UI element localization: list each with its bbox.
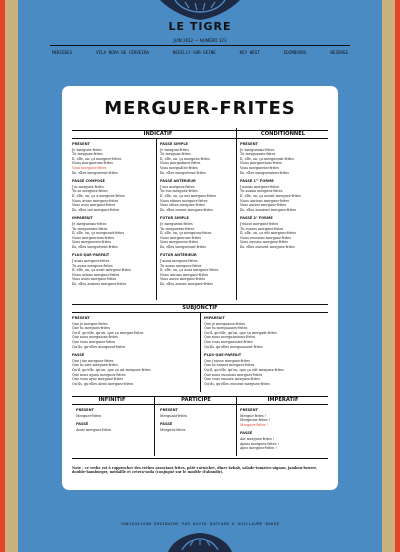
conjugation-line: Tu avais merguez-frites (72, 263, 113, 268)
conjugation-line: Je merguerai-frites (160, 221, 193, 226)
conjugation-line: Tu merguerais-frites (72, 226, 108, 231)
tense-label: PASSÉ (72, 353, 85, 358)
conjugation-line: Ils, elles eussent merguez-frites (240, 244, 295, 249)
conjugation-line: Vous mergueriez-frites (240, 165, 280, 170)
city-nav (50, 50, 350, 55)
conjugation-line: Tu merguez-frites (72, 152, 103, 157)
conjugation-line: Nous merguerions-frites (72, 235, 115, 240)
conjugation-line: Qu'il, qu'elle, qu'on, que ça merguât-frites (204, 330, 277, 335)
heading-conditionnel: CONDITIONNEL (260, 131, 306, 137)
conjugation-line: Que tu aies merguez-frites (72, 363, 118, 368)
conjugation-line: Ils, elles mergueront-frites (160, 244, 206, 249)
nav-item[interactable]: EDIMBOURG (283, 50, 307, 55)
verb-title: MERGUER-FRITES (104, 98, 296, 119)
usage-note: Note : ce verbe est à rapprocher des verbes associant frites, pâté-cornichet, dîner kebab, salade-tomates-oignon, jambon-beurre, double-hamburger, médaille et cetera-soda (conjugué sur le modèle d'abondir). (72, 466, 318, 475)
conjugation-line: Avoir merguez-frites (76, 427, 112, 432)
conjugation-line: Tu as merguez-frites (72, 189, 108, 194)
conjugation-line: Il, elle, on, ça avait merguez-frites (72, 268, 131, 273)
column-divider (156, 138, 157, 300)
conjugation-line: Que tu merguasses-frites (204, 326, 248, 331)
conjugation-line: Ayez merguez-frites ! (240, 446, 277, 451)
conjugation-line: Merguant-frites (160, 413, 188, 418)
conjugation-line: Il, elle, on, ça merguerait-frites (240, 156, 294, 161)
conjugation-line: Ils, elles merguèrent-frites (72, 170, 118, 175)
conjugation-line: Nous eûmes merguez-frites (160, 198, 208, 203)
conjugation-line: Tu eusses merguez-frites (240, 226, 284, 231)
conjugation-line: Ils, elles ont merguez-frites (72, 207, 120, 212)
indicatif-left (72, 142, 154, 287)
conjugation-line: Vous aurez merguez-frites (160, 277, 206, 282)
conjugation-line: Il, elle, on, ça aurait merguez-frites (240, 193, 301, 198)
masthead-rule (50, 45, 350, 46)
tense-label: PASSÉ COMPOSÉ (72, 179, 105, 184)
conjugation-line: Nous merguerons-frites (72, 161, 114, 166)
conjugation-line: Tu aurais merguez-frites (240, 189, 283, 194)
conjugation-line: Il, elle, on, ça eut merguez-frites (160, 193, 217, 198)
heading-infinitif: INFINITIF (98, 397, 126, 403)
conjugation-line: Merguons-frites ! (240, 418, 271, 423)
conjugation-line: Que tu eusses merguez-frites (204, 363, 255, 368)
conjugation-line: J'eusse merguez-frites (240, 221, 279, 226)
conjugation-line: Qu'il, qu'elle, qu'on, que ça mergue-frites (72, 330, 144, 335)
conjugation-line: Il, elle, on, ça a merguez-frites (72, 193, 125, 198)
conjugation-line: Nous aurons merguez-frites (160, 272, 209, 277)
conjugation-line: Nous merguerions-frites (240, 161, 283, 166)
conjugation-line: Que nous merguassions-frites (204, 335, 256, 340)
conjugation-line: Qu'ils, qu'elles aient merguez-frites (72, 381, 134, 386)
conjugation-line: Que j'aie merguez-frites (72, 358, 114, 363)
conjugation-line: Nous avons merguez-frites (72, 198, 119, 203)
conjugation-line: Nous avions merguez-frites (72, 272, 120, 277)
conjugation-line: Que vous merguassiez-frites (204, 339, 253, 344)
tense-label: PLUS-QUE-PARFAIT (204, 353, 242, 358)
conjugation-line: J'aurais merguez-frites (240, 184, 280, 189)
conjugation-line: Que vous eussiez merguez-frites (204, 377, 260, 382)
column-divider (236, 396, 237, 456)
conjugation-line: Il, elle, on, ça merguéa-frites (160, 156, 210, 161)
tense-label: PRÉSENT (72, 316, 90, 320)
heading-indicatif: INDICATIF (143, 131, 173, 137)
conjugation-line: Nous eussions merguez-frites (240, 235, 292, 240)
nav-item[interactable]: VILA NOVA DE CERVEIRA (96, 50, 150, 55)
section-rule (72, 458, 328, 459)
tense-label: PASSÉ (76, 422, 89, 427)
conjugation-line: Que vous merguiez-frites (72, 339, 116, 344)
tense-label: IMPARFAIT (72, 216, 93, 221)
issue-line: JUIN 2012 — NUMÉRO 123 (173, 38, 227, 43)
conjugation-line: Que vous ayez merguez-frites (72, 377, 124, 382)
column-divider (154, 396, 155, 456)
conjugation-line: Il, elle, on, ça eût merguez-frites (240, 231, 297, 236)
conjugation-line: Merguez-frites (160, 427, 186, 432)
conjugation-line: Merguez-frites ! (240, 422, 268, 427)
nav-item[interactable]: BEZENGE (330, 50, 348, 55)
conjugation-line: Qu'ils, qu'elles merguassent-frites (204, 344, 263, 349)
tense-label: PASSÉ ANTÉRIEUR (160, 179, 196, 184)
masthead (50, 20, 350, 55)
conjugation-line: Ils, elles avaient merguez-frites (72, 282, 127, 287)
conjugation-line: Nous merguerons-frites (160, 235, 202, 240)
conjugation-line: Vous eûtes merguez-frites (160, 203, 205, 208)
indicatif-right (160, 142, 234, 287)
subjonctif-right (204, 316, 328, 386)
conjugation-line: Je merguerais-frites (240, 147, 275, 152)
heading-imperatif: IMPÉRATIF (267, 397, 299, 403)
conjugation-line: Qu'ils, qu'elles merguent-frites (72, 344, 126, 349)
conjugation-line: Tu merguas-frites (160, 152, 191, 157)
conjugation-line: Nous aurions merguez-frites (240, 198, 290, 203)
conjugation-line: Vous mergueriez-frites (72, 240, 112, 245)
conjugation-line: Que j'eusse merguez-frites (204, 358, 250, 363)
section-rule (72, 404, 328, 405)
conjugation-line: Ils, elles auront merguez-frites (160, 282, 214, 287)
conjugation-line: Ayons merguez-frites ! (240, 441, 279, 446)
conjugation-line: Vous merguâtes-frites (160, 165, 198, 170)
conjugation-line: Je merguerais-frites (72, 221, 107, 226)
heading-participe: PARTICIPE (181, 397, 211, 403)
conjugation-line: Que tu mergues-frites (72, 326, 110, 331)
tiger-illustration-bottom (160, 530, 240, 552)
tense-label: PASSÉ SIMPLE (160, 142, 188, 146)
conjugation-line: Tu eus merguez-frites (160, 189, 198, 194)
tense-label: PRÉSENT (240, 142, 258, 146)
tense-label: PASSÉ (160, 422, 173, 427)
tense-label: PRÉSENT (72, 142, 90, 146)
tense-label: FUTUR ANTÉRIEUR (160, 253, 197, 258)
conjugation-line: Que je merguasse-frites (204, 321, 246, 326)
column-divider (200, 312, 201, 392)
conjugation-line: Je merguez-frites (72, 147, 102, 152)
conjugation-line: J'avais merguez-frites (72, 259, 110, 264)
tense-label: PASSÉ 2ᵉ FORME (240, 216, 273, 221)
tense-label: FUTUR SIMPLE (160, 216, 189, 221)
subjonctif-left (72, 316, 196, 386)
conjugation-line: Nous merguâmes-frites (160, 161, 201, 166)
conjugation-line: Vous merguerez-frites (160, 240, 199, 245)
conjugation-line: Vous eussiez merguez-frites (240, 240, 289, 245)
conjugation-line: Qu'il, qu'elle, qu'on, que ça eût merguez-frites (204, 367, 284, 372)
conjugation-line: Qu'ils, qu'elles eussent merguez-frites (204, 381, 270, 386)
section-rule (72, 138, 328, 139)
tense-label: PRÉSENT (76, 408, 94, 412)
conjugation-line: Vous aviez merguez-frites (72, 277, 117, 282)
conjugation-line: Vous auriez merguez-frites (240, 203, 287, 208)
right-red-stripe (395, 0, 400, 552)
conjugation-line: Que nous eussions merguez-frites (204, 372, 263, 377)
conjugation-line: Merguer-frites (76, 413, 102, 418)
tense-label: IMPARFAIT (204, 316, 225, 320)
tense-label: PLUS-QUE-PARFAIT (72, 253, 110, 258)
column-divider (236, 128, 237, 300)
conditionnel-column (240, 142, 328, 249)
nav-item[interactable]: NEUILLY-SUR-SEINE (172, 50, 216, 55)
conjugation-line: Tu merguerais-frites (240, 152, 276, 157)
left-red-stripe (0, 0, 5, 552)
nav-item[interactable]: MERCEDES (52, 50, 73, 55)
conjugation-line: Mergue-frites ! (240, 413, 267, 418)
conjugation-line: Tu mergueras-frites (160, 226, 195, 231)
conjugation-line: Qu'il, qu'elle, qu'on, que ça ait merguez-frites (72, 367, 151, 372)
conjugation-line: Ils, elles mergueraient-frites (240, 170, 290, 175)
conjugation-line: Que nous merguions-frites (72, 335, 118, 340)
conjugation-line: Il, elle, on, ça merguer-frites (72, 156, 122, 161)
conjugation-line: Ils, elles eurent merguez-frites (160, 207, 213, 212)
conjugation-line: Vous avez merguez-frites (72, 203, 116, 208)
conjugation-line: Que je mergue-frites (72, 321, 108, 326)
conjugation-line: Il, elle, on, ça aura merguez-frites (160, 268, 219, 273)
heading-subjonctif: SUBJONCTIF (182, 305, 218, 311)
imperatif-column (240, 408, 328, 451)
credits: CONJUGAISON ORDINAIRE PAR DAVID DUFFARD & GUILLAUME BARRE (120, 521, 280, 526)
conjugation-line: Ils, elles merguèrent-frites (72, 244, 118, 249)
conjugation-line: Vous merguez-frites (72, 165, 107, 170)
tense-label: PRÉSENT (240, 408, 258, 412)
conjugation-line: Tu auras merguez-frites (160, 263, 202, 268)
nav-item[interactable]: KEY WEST (239, 50, 260, 55)
conjugation-line: Je merguai-frites (160, 147, 189, 152)
participe-column (160, 408, 234, 432)
tense-label: PASSÉ (240, 431, 253, 436)
conjugation-line: Que nous ayons merguez-frites (72, 372, 126, 377)
conjugation-line: J'ai merguez-frites (72, 184, 104, 189)
conjugation-line: Il, elle, on, ça merguera-frites (160, 231, 212, 236)
conjugation-card (62, 86, 338, 490)
conjugation-line: Il, elle, on, ça mergueait-frites (72, 231, 125, 236)
infinitif-column (76, 408, 152, 432)
conjugation-line: J'eus merguez-frites (160, 184, 195, 189)
conjugation-line: J'aurai merguez-frites (160, 259, 198, 264)
conjugation-line: Aie merguez-frites ! (240, 436, 275, 441)
brand-name: LE TIGRE (168, 20, 232, 33)
tense-label: PASSÉ 1ʳᵉ FORME (240, 179, 274, 184)
conjugation-line: Ils, elles merguèrent-frites (160, 170, 206, 175)
tense-label: PRÉSENT (160, 408, 178, 412)
conjugation-line: Ils, elles auraient merguez-frites (240, 207, 297, 212)
